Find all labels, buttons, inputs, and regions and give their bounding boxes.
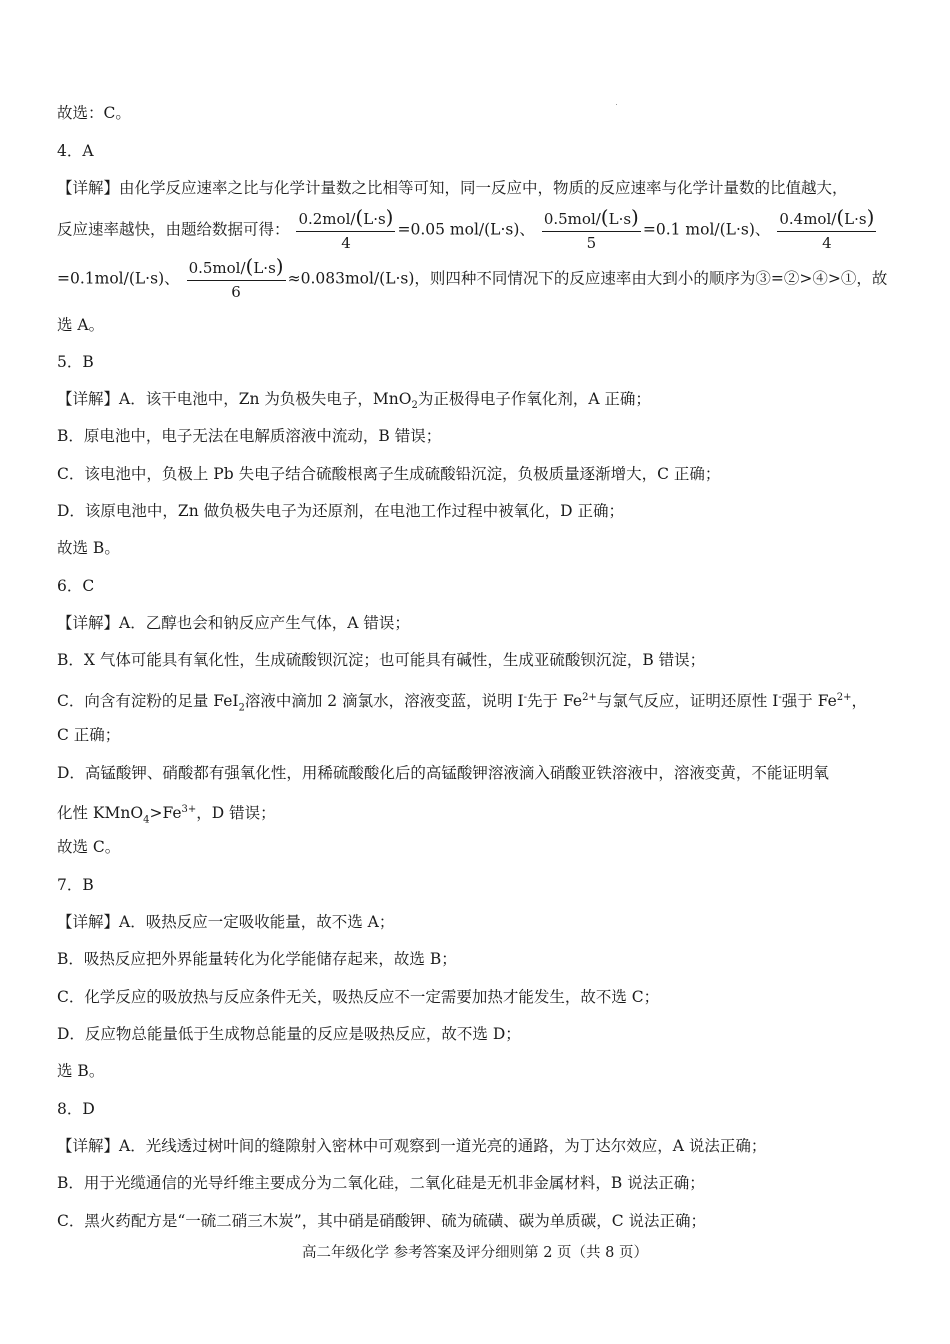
text-line: 【详解】A．吸热反应一定吸收能量，故不选 A； <box>57 913 395 931</box>
text-line: C．该电池中，负极上 Pb 失电子结合硫酸根离子生成硫酸铅沉淀，负极质量逐渐增大，C 正确； <box>57 465 721 483</box>
answer-heading-8: 8．D <box>57 1100 95 1118</box>
answer-heading-5: 5．B <box>57 353 94 371</box>
text-line: 【详解】A．光线透过树叶间的缝隙射入密林中可观察到一道光亮的通路，为丁达尔效应，A 说法正确； <box>57 1137 767 1155</box>
text-line: 故选 C。 <box>57 838 121 856</box>
text-line: D．反应物总能量低于生成物总能量的反应是吸热反应，故不选 D； <box>57 1025 521 1043</box>
answer-heading-7: 7．B <box>57 876 94 894</box>
text-segment: =0.1mol/(L·s)、 <box>57 269 180 288</box>
text-segment: =0.1 mol/(L·s)、 <box>642 220 771 239</box>
text-line: 选 A。 <box>57 316 105 334</box>
formula-line <box>57 256 910 303</box>
text-line: B．原电池中，电子无法在电解质溶液中流动，B 错误； <box>57 427 442 445</box>
text-line: B．X 气体可能具有氧化性，生成硫酸钡沉淀；也可能具有碱性，生成亚硫酸钡沉淀，B 错误； <box>57 651 706 669</box>
text-line: 故选：C。 <box>57 104 131 122</box>
text-segment: 反应速率越快，由题给数据可得： <box>57 220 290 239</box>
text-segment: =0.05 mol/(L·s)、 <box>397 220 535 239</box>
text-line: D．该原电池中，Zn 做负极失电子为还原剂，在电池工作过程中被氧化，D 正确； <box>57 502 624 520</box>
text-line: C．向含有淀粉的足量 FeI$_2$溶液中滴加 2 滴氯水，溶液变蓝，说明 I-先于 $Fe^{2+}$与氯气反应，证明还原性 I-强于 $Fe^{2+}$， <box>57 692 868 714</box>
page-footer: 高二年级化学 参考答案及评分细则第 2 页（共 8 页） <box>302 1245 648 1261</box>
text-line: C．黑火药配方是“一硫二硝三木炭”，其中硝是硝酸钾、硫为硫磺、碳为单质碳，C 说法正确； <box>57 1212 706 1230</box>
text-line: 选 B。 <box>57 1062 105 1080</box>
text-line: 【详解】A．该干电池中，Zn 为负极失电子，MnO$_2$为正极得电子作氧化剂，A 正确； <box>57 390 651 412</box>
text-line: C．化学反应的吸放热与反应条件无关，吸热反应不一定需要加热才能发生，故不选 C； <box>57 988 660 1006</box>
text-line: C 正确； <box>57 726 121 744</box>
fraction-2: $\frac{\text{0.5mol/(L·s)}}{5}$ <box>543 205 639 252</box>
text-line: 故选 B。 <box>57 539 120 557</box>
fraction-1: $\frac{\text{0.2mol/(L·s)}}{4}$ <box>298 205 394 252</box>
answer-heading-4: 4．A <box>57 142 94 160</box>
text-line: D．高锰酸钾、硝酸都有强氧化性，用稀硫酸酸化后的高锰酸钾溶液滴入硝酸亚铁溶液中，溶液变黄，不能证明氧 <box>57 764 829 782</box>
text-line: 化性 $KMnO_4>Fe^{3+}$，D 错误； <box>57 804 276 826</box>
fraction-4: $\frac{\text{0.5mol/(L·s)}}{6}$ <box>188 254 284 301</box>
answer-heading-6: 6．C <box>57 577 95 595</box>
fraction-3: $\frac{\text{0.4mol/(L·s)}}{4}$ <box>779 205 875 252</box>
text-line: 【详解】A．乙醇也会和钠反应产生气体，A 错误； <box>57 614 410 632</box>
text-line: B．吸热反应把外界能量转化为化学能储存起来，故选 B； <box>57 950 457 968</box>
text-segment: ≈0.083mol/(L·s)，则四种不同情况下的反应速率由大到小的顺序为③=②>④>①，故 <box>287 269 888 288</box>
text-line: B．用于光缆通信的光导纤维主要成分为二氧化硅，二氧化硅是无机非金属材料，B 说法正确； <box>57 1174 705 1192</box>
formula-line <box>57 207 910 254</box>
text-line: 【详解】由化学反应速率之比与化学计量数之比相等可知，同一反应中，物质的反应速率与化学计量数的比值越大， <box>57 179 848 197</box>
